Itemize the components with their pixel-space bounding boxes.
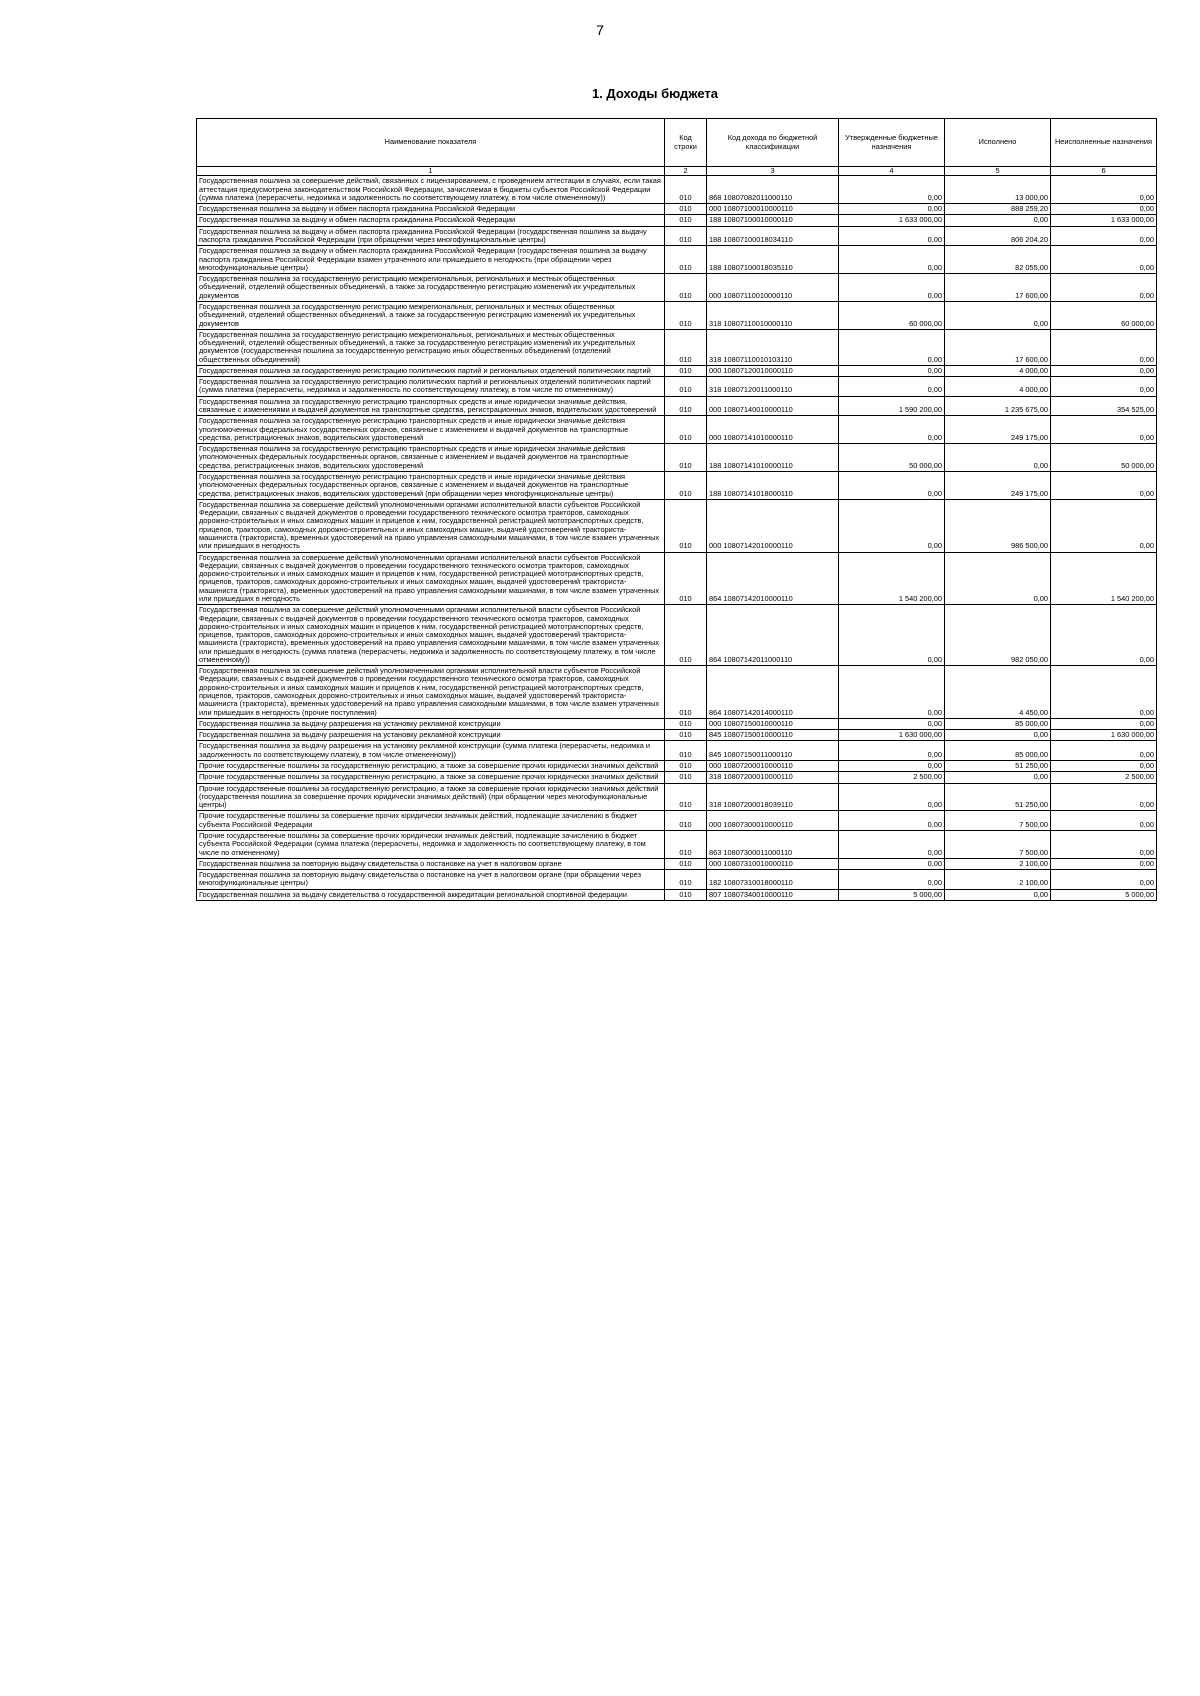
row-code: 010: [665, 377, 707, 397]
row-unexecuted: 0,00: [1051, 274, 1157, 302]
row-budget-code: 864 10807142011000110: [707, 605, 839, 666]
row-executed: 0,00: [945, 889, 1051, 900]
row-code: 010: [665, 741, 707, 761]
row-code: 010: [665, 444, 707, 472]
page-number: 7: [596, 22, 604, 38]
row-budget-code: 864 10807142010000110: [707, 552, 839, 605]
row-unexecuted: 0,00: [1051, 666, 1157, 719]
table-row: [197, 730, 1157, 741]
row-approved: 0,00: [839, 472, 945, 500]
row-executed: 82 055,00: [945, 246, 1051, 274]
row-code: 010: [665, 761, 707, 772]
row-code: 010: [665, 215, 707, 226]
row-executed: 982 050,00: [945, 605, 1051, 666]
row-budget-code: 318 10807200018039110: [707, 783, 839, 811]
row-name: Государственная пошлина за выдачу и обмен паспорта гражданина Российской Федерации: [197, 204, 665, 215]
row-executed: 4 000,00: [945, 365, 1051, 376]
table-row: [197, 329, 1157, 365]
row-name: Государственная пошлина за государственную регистрацию транспортных средств и иные юридически значимые действия уполномоченных федеральных государственных органов, связанные с изменением и выдачей документов на транспортные средства, регистрационных знаков, водительских удостоверений (при обращении через многофункциональные центры): [197, 472, 665, 500]
header-kbk: Код дохода по бюджетной классификации: [707, 119, 839, 167]
row-budget-code: 845 10807150010000110: [707, 730, 839, 741]
row-budget-code: 318 10807110010000110: [707, 301, 839, 329]
row-unexecuted: 0,00: [1051, 870, 1157, 890]
row-code: 010: [665, 811, 707, 831]
row-name: Государственная пошлина за совершение действий, связанных с лицензированием, с проведением аттестации в случаях, если такая аттестация предусмотрена законодательством Российской Федерации, зачисляемая в бюджеты субъектов Российской Федерации (сумма платежа (перерасчеты, недоимка и задолженность по соответствующему платежу, в том числе отмененному)): [197, 176, 665, 204]
row-unexecuted: 0,00: [1051, 783, 1157, 811]
row-approved: 1 630 000,00: [839, 730, 945, 741]
row-approved: 0,00: [839, 605, 945, 666]
table-row: [197, 416, 1157, 444]
row-executed: 51 250,00: [945, 761, 1051, 772]
row-code: 010: [665, 870, 707, 890]
column-number: 1: [197, 167, 665, 176]
table-row: [197, 605, 1157, 666]
row-unexecuted: 0,00: [1051, 365, 1157, 376]
table-row: [197, 761, 1157, 772]
row-executed: 2 100,00: [945, 858, 1051, 869]
row-budget-code: 188 10807100018035110: [707, 246, 839, 274]
header-unexecuted: Неисполненные назначения: [1051, 119, 1157, 167]
table-row: [197, 396, 1157, 416]
row-code: 010: [665, 472, 707, 500]
table-row: [197, 472, 1157, 500]
column-number: 6: [1051, 167, 1157, 176]
row-code: 010: [665, 176, 707, 204]
row-code: 010: [665, 329, 707, 365]
row-executed: 0,00: [945, 444, 1051, 472]
column-number: 5: [945, 167, 1051, 176]
row-name: Государственная пошлина за выдачу и обмен паспорта гражданина Российской Федерации (государственная пошлина за выдачу паспорта гражданина Российской Федерации (при обращении через многофункциональные центры): [197, 226, 665, 246]
row-unexecuted: 1 633 000,00: [1051, 215, 1157, 226]
row-unexecuted: 2 500,00: [1051, 772, 1157, 783]
row-budget-code: 188 10807141018000110: [707, 472, 839, 500]
row-unexecuted: 0,00: [1051, 499, 1157, 552]
row-unexecuted: 354 525,00: [1051, 396, 1157, 416]
row-name: Государственная пошлина за государственную регистрацию политических партий и региональных отделений политических партий (сумма платежа (перерасчеты, недоимка и задолженность по соответствующему платежу, в том числе по отмененному): [197, 377, 665, 397]
row-budget-code: 188 10807100018034110: [707, 226, 839, 246]
row-name: Государственная пошлина за повторную выдачу свидетельства о постановке на учет в налоговом органе: [197, 858, 665, 869]
row-code: 010: [665, 552, 707, 605]
row-unexecuted: 0,00: [1051, 377, 1157, 397]
row-code: 010: [665, 396, 707, 416]
table-row: [197, 666, 1157, 719]
row-approved: 0,00: [839, 761, 945, 772]
row-unexecuted: 0,00: [1051, 605, 1157, 666]
table-row: [197, 858, 1157, 869]
table-row: [197, 444, 1157, 472]
row-code: 010: [665, 274, 707, 302]
row-unexecuted: 0,00: [1051, 472, 1157, 500]
table-row: [197, 377, 1157, 397]
table-row: [197, 830, 1157, 858]
row-name: Государственная пошлина за государственную регистрацию транспортных средств и иные юридически значимые действия уполномоченных федеральных государственных органов, связанные с изменением и выдачей документов на транспортные средства, регистрационных знаков, водительских удостоверений: [197, 444, 665, 472]
row-code: 010: [665, 830, 707, 858]
section-title: 1. Доходы бюджета: [591, 86, 719, 101]
table-row: [197, 741, 1157, 761]
row-code: 010: [665, 605, 707, 666]
row-approved: 0,00: [839, 783, 945, 811]
row-name: Государственная пошлина за государственную регистрацию межрегиональных, региональных и местных общественных объединений, отделений общественных объединений, а также за государственную регистрацию изменений их учредительных документов (государственная пошлина за государственную регистрацию иных общественных объединений (отделений общественных объединений): [197, 329, 665, 365]
header-name: Наименование показателя: [197, 119, 665, 167]
row-unexecuted: 1 630 000,00: [1051, 730, 1157, 741]
row-budget-code: 318 10807110010103110: [707, 329, 839, 365]
row-name: Государственная пошлина за совершение действий уполномоченными органами исполнительной власти субъектов Российской Федерации, связанных с выдачей документов о проведении государственного технического осмотра тракторов, самоходных дорожно-строительных и иных самоходных машин и прицепов к ним, государственной регистрацией мототранспортных средств, прицепов, тракторов, самоходных дорожно-строительных и иных самоходных машин, выдачей удостоверений тракториста-машиниста (тракториста), временных удостоверений на право управления самоходными машинами, в том числе взамен утраченных или пришедших в негодность (прочие поступления): [197, 666, 665, 719]
table-row: [197, 718, 1157, 729]
row-unexecuted: 0,00: [1051, 858, 1157, 869]
row-budget-code: 000 10807310010000110: [707, 858, 839, 869]
row-unexecuted: 0,00: [1051, 176, 1157, 204]
table-row: [197, 870, 1157, 890]
row-approved: 0,00: [839, 830, 945, 858]
row-unexecuted: 0,00: [1051, 246, 1157, 274]
row-approved: 0,00: [839, 858, 945, 869]
row-budget-code: 000 10807300010000110: [707, 811, 839, 831]
row-name: Прочие государственные пошлины за государственную регистрацию, а также за совершение прочих юридически значимых действий: [197, 761, 665, 772]
row-code: 010: [665, 246, 707, 274]
row-executed: 4 450,00: [945, 666, 1051, 719]
row-name: Государственная пошлина за государственную регистрацию межрегиональных, региональных и местных общественных объединений, отделений общественных объединений, а также за государственную регистрацию изменений их учредительных документов: [197, 274, 665, 302]
row-budget-code: 000 10807140010000110: [707, 396, 839, 416]
row-budget-code: 188 10807141010000110: [707, 444, 839, 472]
row-budget-code: 318 10807120011000110: [707, 377, 839, 397]
table-row: [197, 783, 1157, 811]
row-unexecuted: 0,00: [1051, 329, 1157, 365]
row-budget-code: 000 10807120010000110: [707, 365, 839, 376]
row-unexecuted: 5 000,00: [1051, 889, 1157, 900]
table-row: [197, 365, 1157, 376]
row-budget-code: 000 10807142010000110: [707, 499, 839, 552]
row-executed: 2 100,00: [945, 870, 1051, 890]
row-approved: 0,00: [839, 870, 945, 890]
row-name: Государственная пошлина за совершение действий уполномоченными органами исполнительной власти субъектов Российской Федерации, связанных с выдачей документов о проведении государственного технического осмотра тракторов, самоходных дорожно-строительных и иных самоходных машин и прицепов к ним, государственной регистрацией мототранспортных средств, прицепов, тракторов, самоходных дорожно-строительных и иных самоходных машин, выдачей удостоверений тракториста-машиниста (тракториста), временных удостоверений на право управления самоходными машинами, в том числе взамен утраченных или пришедших в негодность: [197, 499, 665, 552]
row-budget-code: 188 10807100010000110: [707, 215, 839, 226]
table-header-row: [197, 119, 1157, 167]
row-unexecuted: 0,00: [1051, 718, 1157, 729]
row-name: Прочие государственные пошлины за совершение прочих юридически значимых действий, подлежащие зачислению в бюджет субъекта Российской Федерации: [197, 811, 665, 831]
row-approved: 0,00: [839, 718, 945, 729]
row-budget-code: 000 10807110010000110: [707, 274, 839, 302]
row-approved: 0,00: [839, 377, 945, 397]
row-executed: 1 235 675,00: [945, 396, 1051, 416]
row-approved: 0,00: [839, 811, 945, 831]
row-executed: 51 250,00: [945, 783, 1051, 811]
row-budget-code: 182 10807310018000110: [707, 870, 839, 890]
row-unexecuted: 0,00: [1051, 761, 1157, 772]
row-executed: 986 500,00: [945, 499, 1051, 552]
row-unexecuted: 0,00: [1051, 226, 1157, 246]
row-name: Государственная пошлина за повторную выдачу свидетельства о постановке на учет в налоговом органе (при обращении через многофункциональные центры): [197, 870, 665, 890]
row-code: 010: [665, 718, 707, 729]
table-row: [197, 204, 1157, 215]
column-number: 3: [707, 167, 839, 176]
header-code: Код строки: [665, 119, 707, 167]
column-number-row: [197, 167, 1157, 176]
row-executed: 4 000,00: [945, 377, 1051, 397]
row-name: Прочие государственные пошлины за государственную регистрацию, а также за совершение прочих юридически значимых действий (государственная пошлина за совершение прочих юридически значимых действий) (при обращении через многофункциональные центры): [197, 783, 665, 811]
row-unexecuted: 0,00: [1051, 811, 1157, 831]
row-name: Государственная пошлина за государственную регистрацию транспортных средств и иные юридически значимые действия, связанные с изменениями и выдачей документов на транспортные средства, регистрационных знаков, водительских удостоверений: [197, 396, 665, 416]
row-executed: 7 500,00: [945, 811, 1051, 831]
row-approved: 60 000,00: [839, 301, 945, 329]
table-row: [197, 889, 1157, 900]
row-code: 010: [665, 783, 707, 811]
row-executed: 7 500,00: [945, 830, 1051, 858]
row-budget-code: 863 10807300011000110: [707, 830, 839, 858]
row-code: 010: [665, 666, 707, 719]
table-row: [197, 226, 1157, 246]
row-code: 010: [665, 772, 707, 783]
table-row: [197, 301, 1157, 329]
row-approved: 0,00: [839, 666, 945, 719]
row-code: 010: [665, 499, 707, 552]
row-unexecuted: 60 000,00: [1051, 301, 1157, 329]
row-executed: 888 259,20: [945, 204, 1051, 215]
table-row: [197, 215, 1157, 226]
row-approved: 0,00: [839, 499, 945, 552]
row-executed: 249 175,00: [945, 472, 1051, 500]
row-name: Государственная пошлина за выдачу свидетельства о государственной аккредитации региональной спортивной федерации: [197, 889, 665, 900]
row-name: Государственная пошлина за выдачу разрешения на установку рекламной конструкции (сумма платежа (перерасчеты, недоимка и задолженность по соответствующему платежу, в том числе отмененному)): [197, 741, 665, 761]
row-unexecuted: 1 540 200,00: [1051, 552, 1157, 605]
row-approved: 5 000,00: [839, 889, 945, 900]
row-name: Прочие государственные пошлины за совершение прочих юридически значимых действий, подлежащие зачислению в бюджет субъекта Российской Федерации (сумма платежа (перерасчеты, недоимка и задолженность по соответствующему платежу, в том числе по отмененному): [197, 830, 665, 858]
row-code: 010: [665, 416, 707, 444]
row-approved: 1 540 200,00: [839, 552, 945, 605]
row-budget-code: 000 10807141010000110: [707, 416, 839, 444]
row-code: 010: [665, 858, 707, 869]
row-approved: 0,00: [839, 204, 945, 215]
row-executed: 17 600,00: [945, 274, 1051, 302]
row-executed: 0,00: [945, 215, 1051, 226]
row-executed: 85 000,00: [945, 741, 1051, 761]
table-row: [197, 811, 1157, 831]
row-approved: 0,00: [839, 329, 945, 365]
row-unexecuted: 50 000,00: [1051, 444, 1157, 472]
table-row: [197, 246, 1157, 274]
row-name: Государственная пошлина за выдачу и обмен паспорта гражданина Российской Федерации (государственная пошлина за выдачу паспорта гражданина Российской Федерации взамен утраченного или пришедшего в негодность (при обращении через многофункциональные центры): [197, 246, 665, 274]
row-code: 010: [665, 889, 707, 900]
header-executed: Исполнено: [945, 119, 1051, 167]
row-name: Государственная пошлина за государственную регистрацию политических партий и региональных отделений политических партий: [197, 365, 665, 376]
row-executed: 249 175,00: [945, 416, 1051, 444]
row-code: 010: [665, 365, 707, 376]
row-approved: 0,00: [839, 365, 945, 376]
row-executed: 85 000,00: [945, 718, 1051, 729]
row-budget-code: 845 10807150011000110: [707, 741, 839, 761]
row-name: Государственная пошлина за государственную регистрацию транспортных средств и иные юридически значимые действия уполномоченных федеральных государственных органов, связанные с изменением и выдачей документов на транспортные средства, регистрационных знаков, водительских удостоверений: [197, 416, 665, 444]
header-approved: Утвержденные бюджетные назначения: [839, 119, 945, 167]
row-name: Государственная пошлина за выдачу и обмен паспорта гражданина Российской Федерации: [197, 215, 665, 226]
row-approved: 0,00: [839, 741, 945, 761]
row-budget-code: 864 10807142014000110: [707, 666, 839, 719]
row-unexecuted: 0,00: [1051, 830, 1157, 858]
row-budget-code: 807 10807340010000110: [707, 889, 839, 900]
row-name: Государственная пошлина за выдачу разрешения на установку рекламной конструкции: [197, 718, 665, 729]
row-budget-code: 868 10807082011000110: [707, 176, 839, 204]
row-executed: 0,00: [945, 552, 1051, 605]
row-code: 010: [665, 204, 707, 215]
row-budget-code: 000 10807150010000110: [707, 718, 839, 729]
row-unexecuted: 0,00: [1051, 741, 1157, 761]
row-approved: 0,00: [839, 176, 945, 204]
row-executed: 806 204,20: [945, 226, 1051, 246]
table-row: [197, 176, 1157, 204]
column-number: 2: [665, 167, 707, 176]
row-executed: 13 000,00: [945, 176, 1051, 204]
budget-income-table: [196, 118, 1157, 901]
table-row: [197, 552, 1157, 605]
row-approved: 1 633 000,00: [839, 215, 945, 226]
row-executed: 0,00: [945, 301, 1051, 329]
table-row: [197, 772, 1157, 783]
table-row: [197, 274, 1157, 302]
row-name: Государственная пошлина за совершение действий уполномоченными органами исполнительной власти субъектов Российской Федерации, связанных с выдачей документов о проведении государственного технического осмотра тракторов, самоходных дорожно-строительных и иных самоходных машин и прицепов к ним, государственной регистрацией мототранспортных средств, прицепов, тракторов, самоходных дорожно-строительных и иных самоходных машин, выдачей удостоверений тракториста-машиниста (тракториста), временных удостоверений на право управления самоходными машинами, в том числе взамен утраченных или пришедших в негодность: [197, 552, 665, 605]
row-budget-code: 000 10807100010000110: [707, 204, 839, 215]
column-number: 4: [839, 167, 945, 176]
row-unexecuted: 0,00: [1051, 204, 1157, 215]
row-budget-code: 318 10807200010000110: [707, 772, 839, 783]
row-executed: 17 600,00: [945, 329, 1051, 365]
row-code: 010: [665, 226, 707, 246]
row-executed: 0,00: [945, 730, 1051, 741]
table-row: [197, 499, 1157, 552]
row-approved: 1 590 200,00: [839, 396, 945, 416]
row-budget-code: 000 10807200010000110: [707, 761, 839, 772]
row-code: 010: [665, 301, 707, 329]
row-approved: 0,00: [839, 274, 945, 302]
row-code: 010: [665, 730, 707, 741]
row-approved: 0,00: [839, 226, 945, 246]
row-name: Государственная пошлина за совершение действий уполномоченными органами исполнительной власти субъектов Российской Федерации, связанных с выдачей документов о проведении государственного технического осмотра тракторов, самоходных дорожно-строительных и иных самоходных машин и прицепов к ним, государственной регистрацией мототранспортных средств, прицепов, тракторов, самоходных дорожно-строительных и иных самоходных машин, выдачей удостоверений тракториста-машиниста (тракториста), временных удостоверений на право управления самоходными машинами, в том числе взамен утраченных или пришедших в негодность (сумма платежа (перерасчеты, недоимка и задолженность по соответствующему платежу, в том числе отмененному)): [197, 605, 665, 666]
row-approved: 0,00: [839, 246, 945, 274]
row-approved: 50 000,00: [839, 444, 945, 472]
row-name: Прочие государственные пошлины за государственную регистрацию, а также за совершение прочих юридически значимых действий: [197, 772, 665, 783]
row-approved: 0,00: [839, 416, 945, 444]
row-executed: 0,00: [945, 772, 1051, 783]
row-name: Государственная пошлина за выдачу разрешения на установку рекламной конструкции: [197, 730, 665, 741]
row-name: Государственная пошлина за государственную регистрацию межрегиональных, региональных и местных общественных объединений, отделений общественных объединений, а также за государственную регистрацию изменений их учредительных документов: [197, 301, 665, 329]
row-unexecuted: 0,00: [1051, 416, 1157, 444]
row-approved: 2 500,00: [839, 772, 945, 783]
